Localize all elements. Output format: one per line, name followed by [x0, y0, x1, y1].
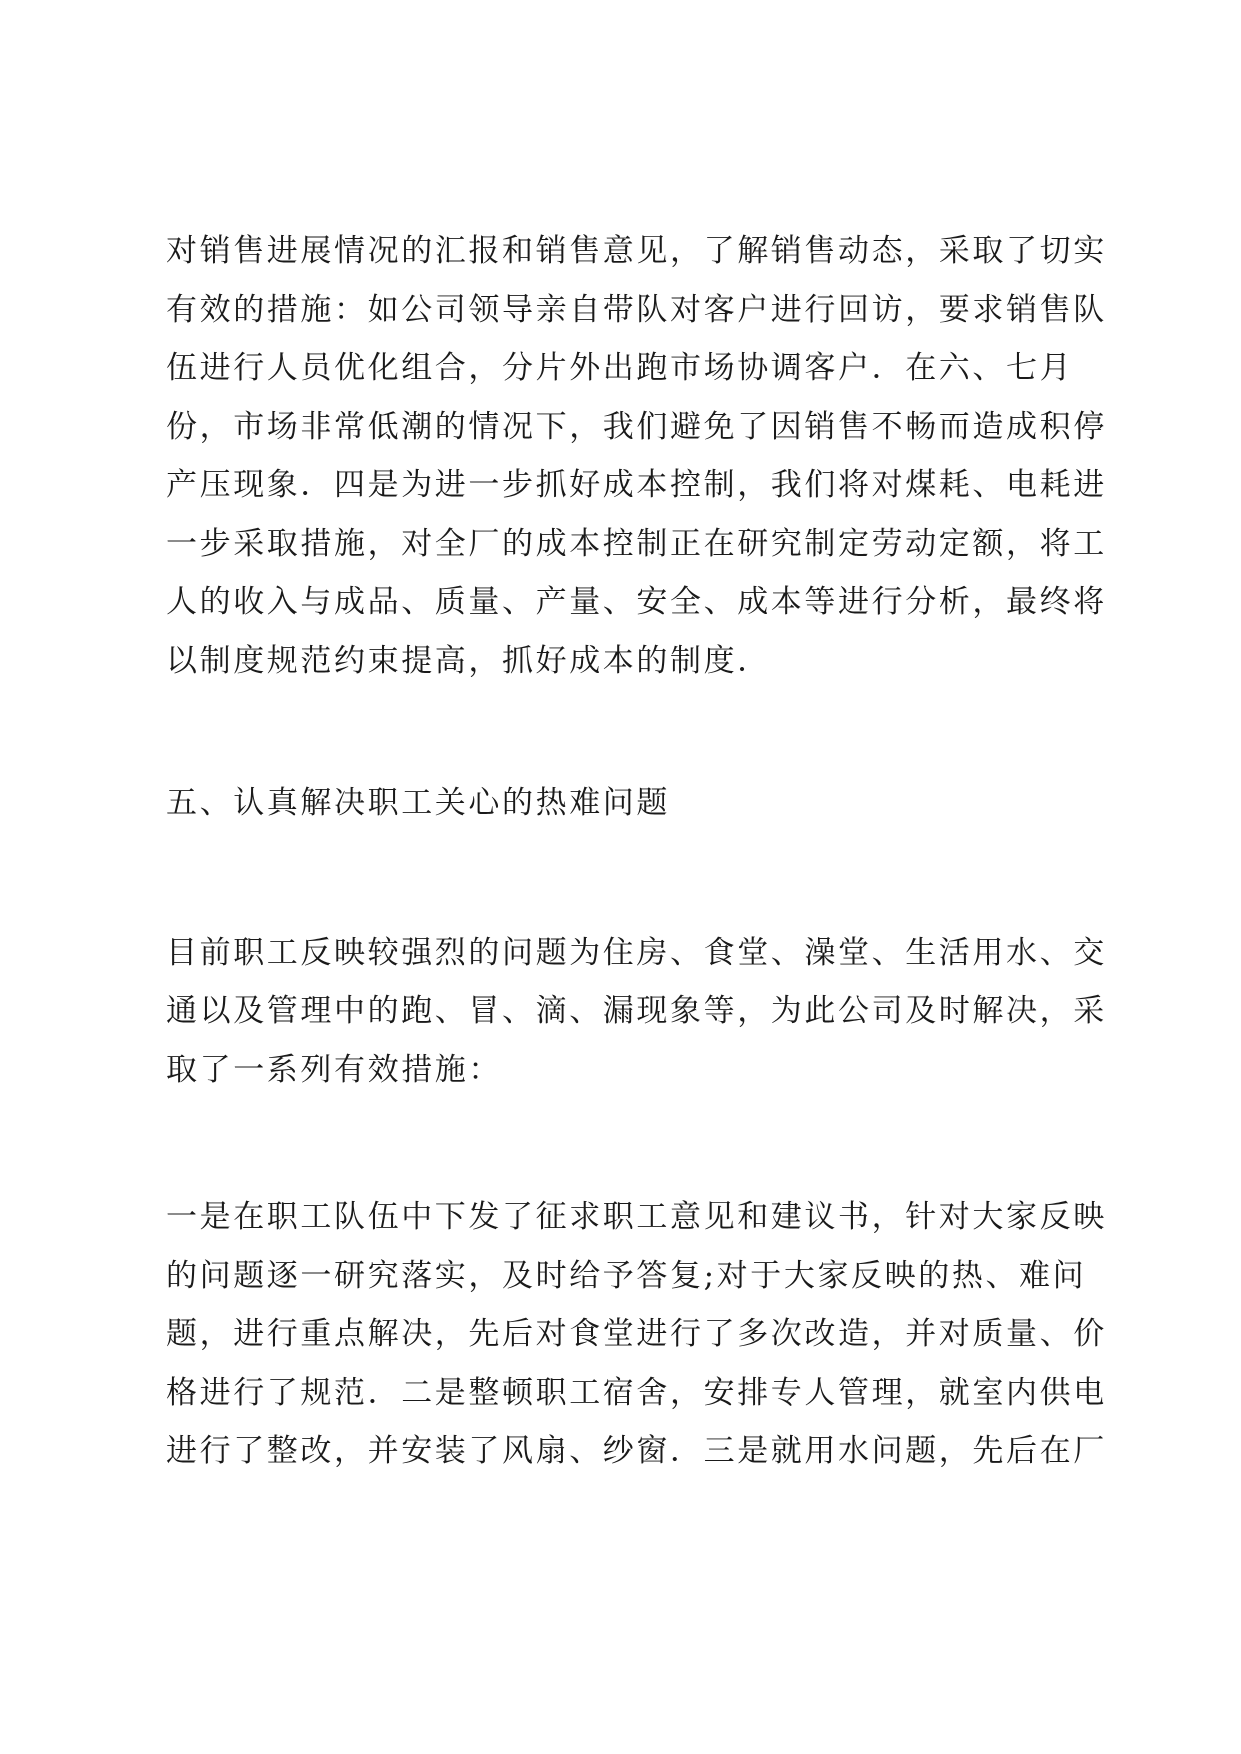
paragraph-spacing — [166, 1099, 1101, 1188]
document-body — [166, 222, 1107, 1481]
text-line: 产压现象．四是为进一步抓好成本控制，我们将对煤耗、电耗进 — [166, 467, 1107, 503]
section-heading-text: 五、认真解决职工关心的热难问题 — [166, 785, 670, 821]
text-line: 对销售进展情况的汇报和销售意见，了解销售动态，采取了切实 — [166, 233, 1107, 269]
section-heading — [166, 774, 1101, 833]
text-line: 人的收入与成品、质量、产量、安全、成本等进行分析，最终将 — [166, 584, 1107, 620]
text-line: 一步采取措施，对全厂的成本控制正在研究制定劳动定额，将工 — [166, 525, 1107, 562]
text-line: 进行了整改，并安装了风扇、纱窗．三是就用水问题，先后在厂 — [166, 1433, 1107, 1469]
text-line: 目前职工反映较强烈的问题为住房、食堂、澡堂、生活用水、交 — [166, 934, 1107, 971]
paragraph-spacing — [166, 690, 1101, 774]
text-line: 有效的措施：如公司领导亲自带队对客户进行回访，要求销售队 — [166, 291, 1107, 328]
paragraph-employee-concerns — [166, 924, 1107, 1100]
text-line: 的问题逐一研究落实，及时给予答复;对于大家反映的热、难问 — [166, 1257, 1087, 1294]
text-line: 伍进行人员优化组合，分片外出跑市场协调客户．在六、七月 — [166, 350, 1074, 386]
text-line: 题，进行重点解决，先后对食堂进行了多次改造，并对质量、价 — [166, 1316, 1107, 1352]
text-line: 以制度规范约束提高，抓好成本的制度． — [166, 642, 771, 679]
text-line: 格进行了规范．二是整顿职工宿舍，安排专人管理，就室内供电 — [166, 1374, 1107, 1411]
text-line: 一是在职工队伍中下发了征求职工意见和建议书，针对大家反映 — [166, 1199, 1107, 1235]
paragraph-spacing — [166, 833, 1101, 924]
text-line: 份，市场非常低潮的情况下，我们避免了因销售不畅而造成积停 — [166, 408, 1107, 445]
text-line: 取了一系列有效措施： — [166, 1051, 502, 1088]
text-line: 通以及管理中的跑、冒、滴、漏现象等，为此公司及时解决，采 — [166, 993, 1107, 1029]
paragraph-sales-cost-control — [166, 222, 1107, 690]
paragraph-measures — [166, 1188, 1107, 1481]
